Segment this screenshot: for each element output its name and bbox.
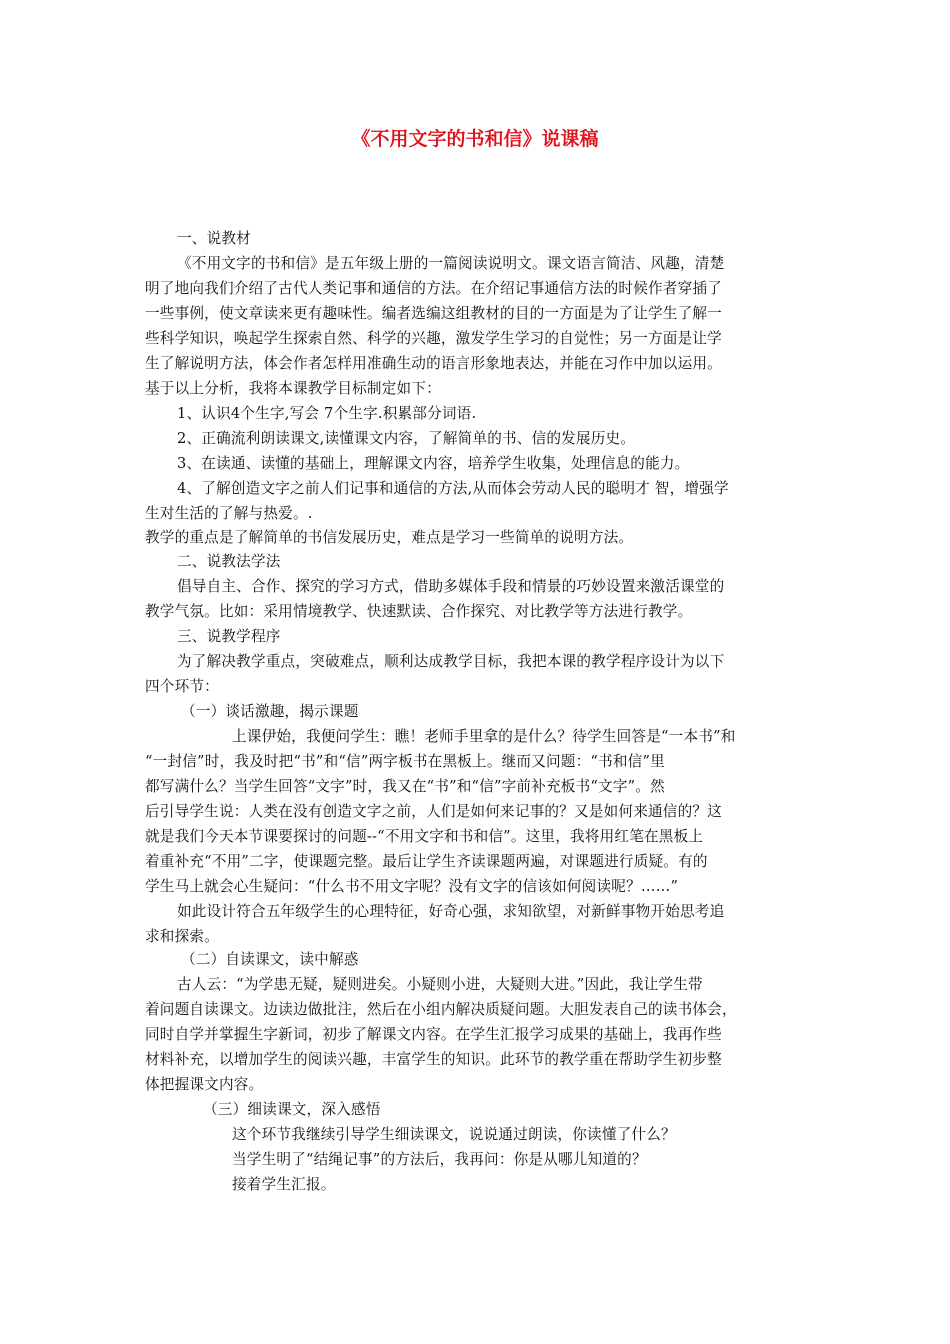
goal-item-2: 2、正确流利朗读课文,读懂课文内容，了解简单的书、信的发展历史。 (177, 430, 636, 447)
section-heading-3: 三、说教学程序 (177, 628, 281, 645)
paragraph-line: 明了地向我们介绍了古代人类记事和通信的方法。在介绍记事通信方法的时候作者穿插了 (145, 280, 722, 297)
paragraph-line: 《不用文字的书和信》是五年级上册的一篇阅读说明文。课文语言简洁、风趣，清楚 (177, 255, 725, 272)
goal-item-4: 4、了解创造文字之前人们记事和通信的方法,从而体会劳动人民的聪明才 智，增强学 (177, 480, 729, 497)
paragraph-line: 生了解说明方法，体会作者怎样用准确生动的语言形象地表达，并能在习作中加以运用。 (145, 355, 722, 372)
paragraph-line: 些科学知识，唤起学生探索自然、科学的兴趣，激发学生学习的自觉性；另一方面是让学 (145, 330, 722, 347)
paragraph-line: 就是我们今天本节课要探讨的问题--“不用文字和书和信”。这里，我将用红笔在黑板上 (145, 828, 704, 845)
paragraph-line: 着问题自读课文。边读边做批注，然后在小组内解决质疑问题。大胆发表自己的读书体会， (145, 1001, 737, 1018)
paragraph-line: 学生马上就会心生疑问：“什么书不用文字呢？没有文字的信该如何阅读呢？……” (145, 878, 679, 895)
paragraph-line: 如此设计符合五年级学生的心理特征，好奇心强，求知欲望，对新鲜事物开始思考追 (177, 903, 725, 920)
section-heading-1: 一、说教材 (177, 230, 251, 247)
paragraph-line: 后引导学生说：人类在没有创造文字之前，人们是如何来记事的？又是如何来通信的？这 (145, 803, 722, 820)
paragraph-line: 当学生明了“结绳记事”的方法后，我再问：你是从哪儿知道的？ (232, 1151, 647, 1168)
paragraph-line: 这个环节我继续引导学生细读课文，说说通过朗读，你读懂了什么？ (232, 1126, 676, 1143)
paragraph-line: 同时自学并掌握生字新词，初步了解课文内容。在学生汇报学习成果的基础上，我再作些 (145, 1026, 722, 1043)
subsection-heading-1: （一）谈话激趣，揭示课题 (181, 703, 359, 720)
paragraph-line: 着重补充“不用”二字，使课题完整。最后让学生齐读课题两遍，对课题进行质疑。有的 (145, 853, 708, 870)
paragraph-line: 一些事例，使文章读来更有趣味性。编者选编这组教材的目的一方面是为了让学生了解一 (145, 305, 722, 322)
paragraph-line: 上课伊始，我便问学生：瞧！老师手里拿的是什么？待学生回答是“一本书”和 (232, 728, 736, 745)
paragraph-line: 材料补充，以增加学生的阅读兴趣，丰富学生的知识。此环节的教学重在帮助学生初步整 (145, 1051, 722, 1068)
paragraph-line: 基于以上分析，我将本课教学目标制定如下： (145, 380, 441, 397)
paragraph-line: 倡导自主、合作、探究的学习方式，借助多媒体手段和情景的巧妙设置来激活课堂的 (177, 578, 725, 595)
goal-item-3: 3、在读通、读懂的基础上，理解课文内容，培养学生收集，处理信息的能力。 (177, 455, 690, 472)
paragraph-line: 求和探索。 (145, 928, 219, 945)
document-title: 《不用文字的书和信》说课稿 (351, 128, 599, 150)
subsection-heading-3: （三）细读课文，深入感悟 (203, 1101, 381, 1118)
section-heading-2: 二、说教法学法 (177, 553, 281, 570)
paragraph-line: 生对生活的了解与热爱。. (145, 505, 313, 522)
paragraph-line: 教学气氛。比如：采用情境教学、快速默读、合作探究、对比教学等方法进行教学。 (145, 603, 693, 620)
paragraph-line: 古人云：“为学患无疑，疑则进矣。小疑则小进，大疑则大进。”因此，我让学生带 (177, 976, 703, 993)
paragraph-line: 为了解决教学重点，突破难点，顺利达成教学目标，我把本课的教学程序设计为以下 (177, 653, 725, 670)
paragraph-line: 四个环节： (145, 678, 219, 695)
paragraph-line: 体把握课文内容。 (145, 1076, 264, 1093)
paragraph-line: 教学的重点是了解简单的书信发展历史，难点是学习一些简单的说明方法。 (145, 529, 634, 546)
paragraph-line: 接着学生汇报。 (232, 1176, 336, 1193)
subsection-heading-2: （二）自读课文，读中解惑 (181, 951, 359, 968)
paragraph-line: “一封信”时，我及时把“书”和“信”两字板书在黑板上。继而又问题：“书和信”里 (145, 753, 665, 770)
goal-item-1: 1、认识4个生字,写会 7个生字.积累部分词语. (177, 405, 477, 422)
paragraph-line: 都写满什么？当学生回答“文字”时，我又在“书”和“信”字前补充板书“文字”。然 (145, 778, 665, 795)
